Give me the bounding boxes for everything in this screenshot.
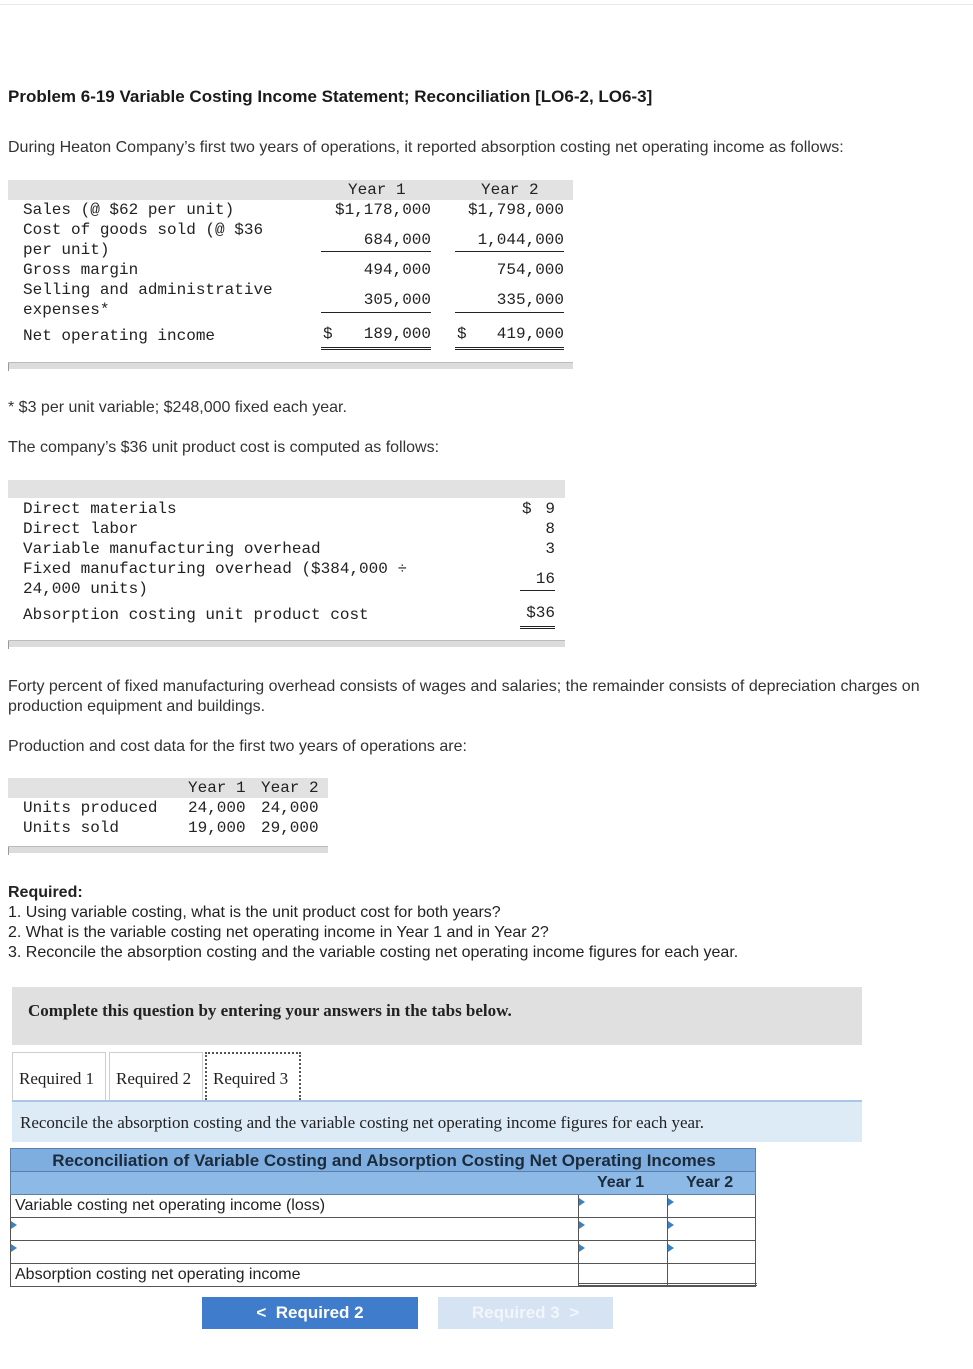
prev-button[interactable]: [202, 1297, 418, 1329]
table-footer-band: [8, 362, 573, 369]
banner-text: Complete this question by entering your answers in the tabs below.: [28, 1001, 512, 1020]
adjustment-1-year1-cell[interactable]: [578, 1218, 668, 1240]
variable-noi-year2-cell[interactable]: [667, 1195, 757, 1217]
total-label: Absorption costing unit product cost: [23, 606, 369, 624]
dm-label: Direct materials: [23, 500, 177, 518]
adjustment-2-year2-cell[interactable]: [667, 1241, 757, 1263]
dm-currency: $: [522, 500, 532, 518]
recon-row-absorption-noi: [10, 1264, 756, 1287]
table-footer-band: [8, 640, 565, 647]
sold-year2: 29,000: [261, 819, 319, 837]
sold-label: Units sold: [23, 819, 120, 837]
chevron-right-icon: >: [569, 1303, 580, 1322]
tab-required-1[interactable]: Required 1: [12, 1052, 106, 1100]
adjustment-2-year1-input[interactable]: [580, 1242, 668, 1263]
col-header-year1: Year 1: [188, 779, 246, 797]
produced-year2: 24,000: [261, 799, 319, 817]
col-header-year2: Year 2: [481, 181, 539, 199]
adjustment-1-year1-input[interactable]: [580, 1219, 668, 1240]
recon-row-variable-noi: [10, 1195, 756, 1218]
col-header-year1: Year 1: [348, 181, 406, 199]
overhead-note: Forty percent of fixed manufacturing overhead consists of wages and salaries; the remainder consists of depreciation charges on production equipment and buildings.: [8, 678, 920, 715]
instructions-banner: [12, 987, 862, 1045]
col-header-year2: Year 2: [261, 779, 319, 797]
next-button-label: Required 3: [471, 1303, 560, 1322]
vmo-label: Variable manufacturing overhead: [23, 540, 321, 558]
table-footer-band: [8, 846, 328, 853]
recon-col-year1: Year 1: [597, 1174, 645, 1191]
recon-title-row: [10, 1148, 756, 1172]
dm-value: 9: [545, 500, 555, 518]
sales-year1: $1,178,000: [334, 201, 431, 219]
cogs-year2: 1,044,000: [455, 231, 564, 252]
unit-cost-intro: The company’s $36 unit product cost is computed as follows:: [8, 439, 440, 456]
required-item-3: 3. Reconcile the absorption costing and the variable costing net operating income figures for each year.: [8, 944, 739, 961]
noi-label: Net operating income: [23, 327, 216, 345]
absorption-noi-year1-cell[interactable]: [578, 1264, 668, 1286]
table-header-band: [8, 480, 565, 498]
adjustment-2-year2-input[interactable]: [669, 1242, 757, 1263]
noi-year1: 189,000: [363, 325, 431, 343]
production-intro: Production and cost data for the first two years of operations are:: [8, 738, 467, 755]
sga-label-line2: expenses*: [23, 301, 110, 319]
noi-year1-cell: [321, 325, 431, 350]
variable-noi-year1-input[interactable]: [580, 1196, 668, 1217]
gross-margin-year1: 494,000: [363, 261, 431, 279]
required-item-2: 2. What is the variable costing net operating income in Year 1 and in Year 2?: [8, 924, 549, 941]
absorption-noi-label: Absorption costing net operating income: [15, 1266, 301, 1283]
dl-label: Direct labor: [23, 520, 139, 538]
cogs-label-line2: per unit): [23, 241, 110, 259]
recon-row-adjustment-1: [10, 1218, 756, 1241]
problem-title: Problem 6-19 Variable Costing Income Statement; Reconciliation [LO6-2, LO6-3]: [8, 87, 653, 106]
top-divider: [0, 4, 973, 5]
adjustment-1-label-input[interactable]: [12, 1219, 576, 1240]
sga-year1: 305,000: [321, 291, 431, 313]
adjustment-1-year2-cell[interactable]: [667, 1218, 757, 1240]
variable-noi-year1-cell[interactable]: [578, 1195, 668, 1217]
double-underline: [668, 1281, 757, 1286]
variable-noi-year2-input[interactable]: [669, 1196, 757, 1217]
tab-required-3[interactable]: Required 3: [205, 1052, 301, 1100]
sales-year2: $1,798,000: [467, 201, 564, 219]
total-value: $36: [520, 604, 555, 629]
next-button[interactable]: [438, 1297, 613, 1329]
adjustment-2-label-input[interactable]: [12, 1242, 576, 1263]
dl-value: 8: [545, 520, 555, 538]
chevron-left-icon: <: [256, 1303, 267, 1322]
recon-col-year2: Year 2: [686, 1174, 734, 1191]
footnote: * $3 per unit variable; $248,000 fixed each year.: [8, 399, 347, 416]
noi-year2-cell: [455, 325, 564, 350]
double-underline: [579, 1281, 668, 1286]
required-item-1: 1. Using variable costing, what is the unit product cost for both years?: [8, 904, 501, 921]
tab-required-2[interactable]: Required 2: [109, 1052, 203, 1100]
noi-year1-currency: $: [323, 325, 333, 343]
gross-margin-label: Gross margin: [23, 261, 139, 279]
sga-label-line1: Selling and administrative: [23, 281, 273, 299]
cogs-label-line1: Cost of goods sold (@ $36: [23, 221, 264, 239]
vmo-value: 3: [545, 540, 555, 558]
noi-year2: 419,000: [496, 325, 564, 343]
adjustment-2-year1-cell[interactable]: [578, 1241, 668, 1263]
gross-margin-year2: 754,000: [496, 261, 564, 279]
variable-noi-label: Variable costing net operating income (loss): [15, 1197, 326, 1214]
required-heading: Required:: [8, 884, 83, 901]
prev-button-label: Required 2: [275, 1303, 364, 1322]
fmo-label-line2: 24,000 units): [23, 580, 148, 598]
recon-row-adjustment-2: [10, 1241, 756, 1264]
produced-year1: 24,000: [188, 799, 246, 817]
recon-title: Reconciliation of Variable Costing and Absorption Costing Net Operating Incomes: [52, 1151, 716, 1170]
adjustment-1-year2-input[interactable]: [669, 1219, 757, 1240]
tab-instruction: [12, 1100, 862, 1142]
required-section: [8, 883, 738, 963]
produced-label: Units produced: [23, 799, 158, 817]
fmo-label-line1: Fixed manufacturing overhead ($384,000 ÷: [23, 560, 408, 578]
sga-year2: 335,000: [455, 291, 564, 313]
recon-header-row: [10, 1172, 756, 1195]
instruction-text: Reconcile the absorption costing and the variable costing net operating income figures for each year.: [20, 1113, 705, 1132]
cogs-year1: 684,000: [321, 231, 431, 252]
sales-label: Sales (@ $62 per unit): [23, 201, 235, 219]
fmo-value: 16: [520, 570, 555, 591]
sold-year1: 19,000: [188, 819, 246, 837]
intro-text: During Heaton Company’s first two years of operations, it reported absorption costing net operating income as follows:: [8, 139, 844, 156]
noi-year2-currency: $: [457, 325, 467, 343]
absorption-noi-year2-cell[interactable]: [667, 1264, 757, 1286]
